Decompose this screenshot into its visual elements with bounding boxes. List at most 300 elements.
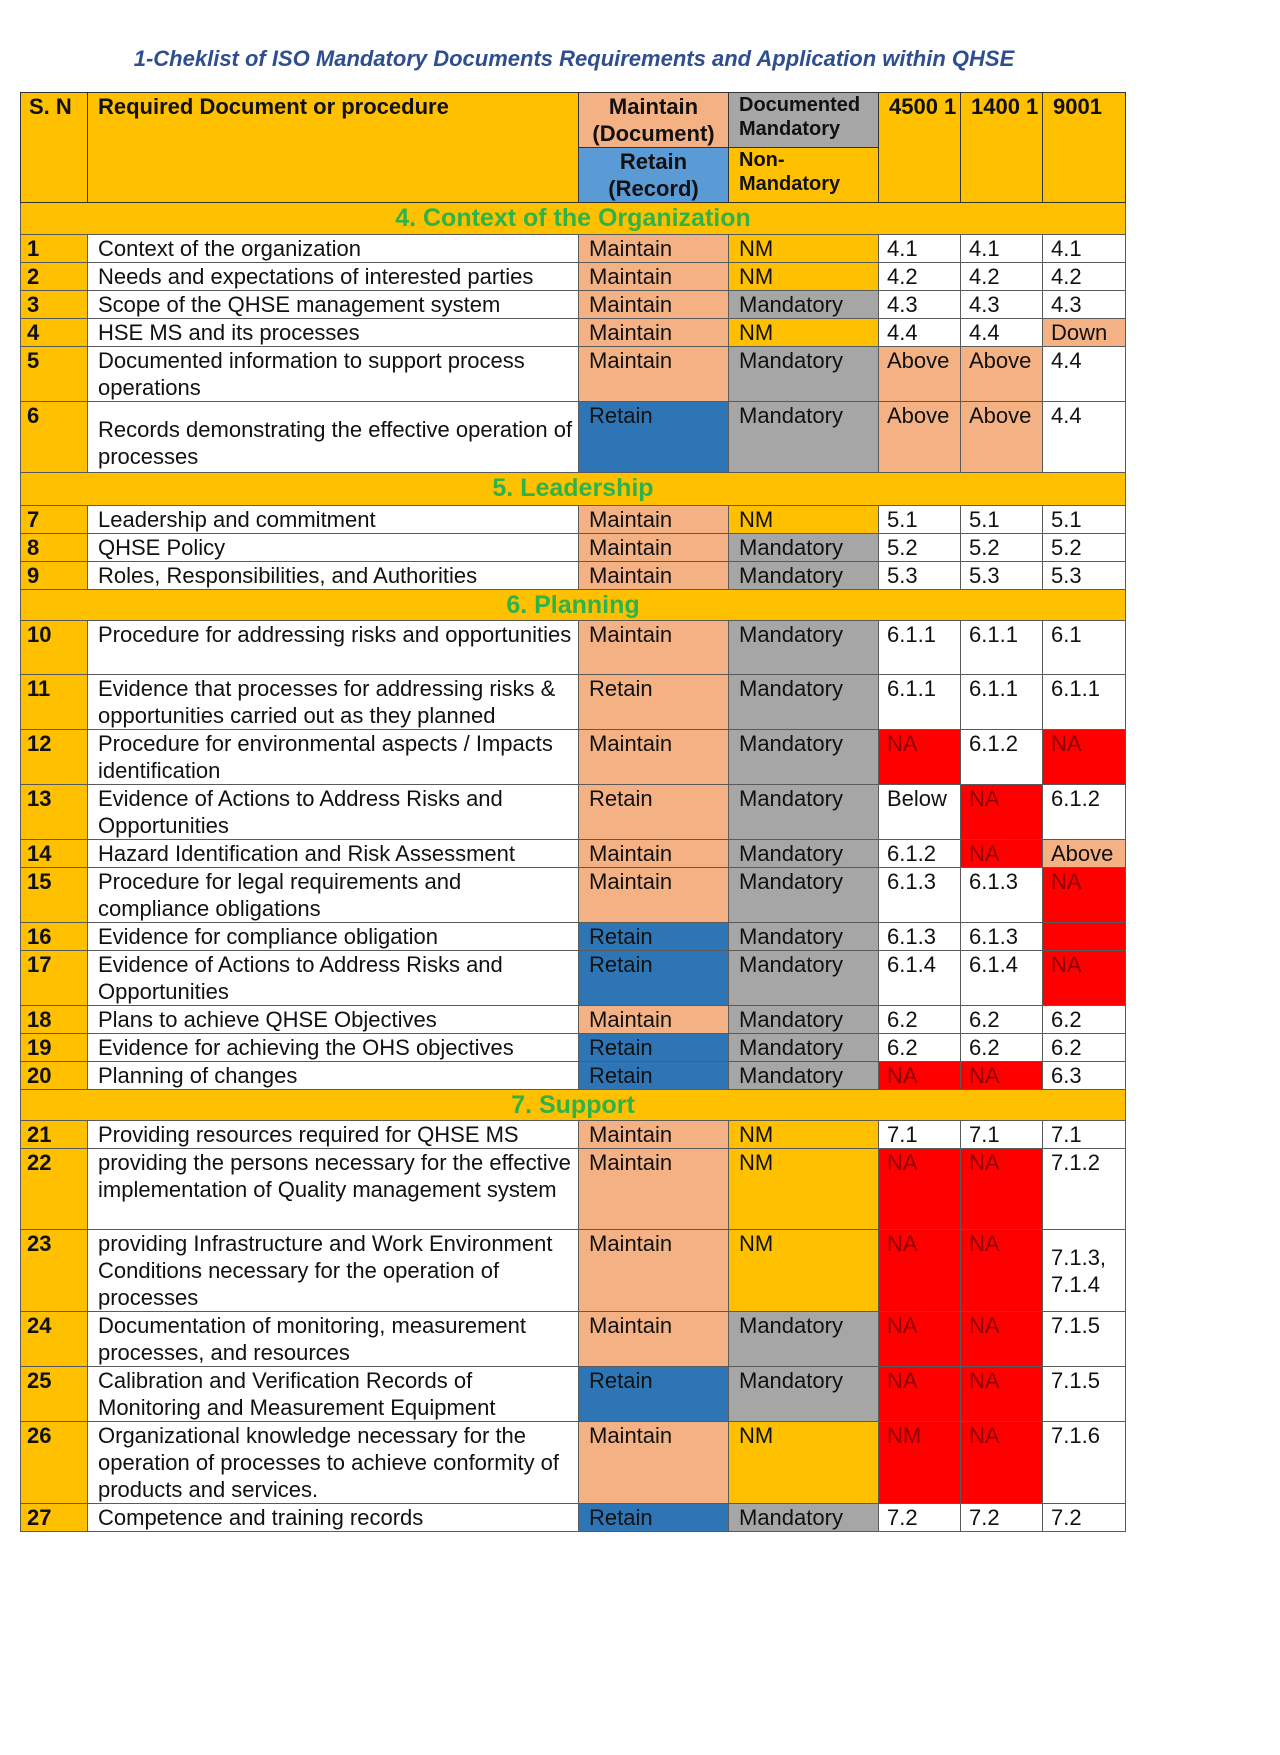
maintain-retain-cell: [579, 1422, 729, 1504]
serial-number-cell-text: 19: [27, 1035, 52, 1060]
iso-14001-clause-cell: [961, 347, 1043, 402]
iso-9001-clause-cell-text: Above: [1051, 841, 1114, 866]
serial-number-cell-text: 8: [27, 535, 40, 560]
document-description-cell-text: Documentation of monitoring, measurement processes, and resources: [98, 1313, 526, 1365]
maintain-retain-cell-text: Maintain: [589, 507, 673, 532]
iso-9001-clause-cell-text: 7.1.5: [1051, 1368, 1100, 1393]
mandatory-status-cell: [729, 675, 879, 730]
iso-14001-clause-cell: [961, 263, 1043, 291]
mandatory-status-cell: [729, 402, 879, 473]
mandatory-status-cell-text: NM: [739, 1423, 774, 1448]
iso-9001-clause-cell-text: 7.1.3, 7.1.4: [1051, 1245, 1107, 1297]
document-description-cell-text: Documented information to support process operations: [98, 348, 525, 400]
maintain-retain-cell-text: Maintain: [589, 731, 673, 756]
serial-number-cell-text: 15: [27, 869, 52, 894]
serial-number-cell-text: 6: [27, 403, 40, 428]
maintain-retain-cell-text: Retain: [589, 1035, 653, 1060]
serial-number-cell: [21, 840, 88, 868]
iso-45001-clause-cell: [879, 1006, 961, 1034]
mandatory-status-cell: [729, 1504, 879, 1532]
table-row: [21, 534, 1126, 562]
mandatory-status-cell-text: NM: [739, 1231, 774, 1256]
document-description-cell-text: Planning of changes: [98, 1063, 298, 1088]
iso-14001-clause-cell-text: NA: [969, 1423, 1000, 1448]
iso-9001-clause-cell: [1043, 730, 1126, 785]
serial-number-cell-text: 3: [27, 292, 40, 317]
maintain-retain-cell: [579, 951, 729, 1006]
iso-14001-clause-cell-text: NA: [969, 1231, 1000, 1256]
serial-number-cell-text: 16: [27, 924, 52, 949]
iso-14001-clause-cell: [961, 1034, 1043, 1062]
document-description-cell: [88, 1367, 579, 1422]
iso-9001-clause-cell-text: 4.3: [1051, 292, 1082, 317]
serial-number-cell: [21, 1034, 88, 1062]
serial-number-cell: [21, 675, 88, 730]
serial-number-cell-text: 21: [27, 1122, 52, 1147]
iso-9001-clause-cell: [1043, 1504, 1126, 1532]
document-description-cell: [88, 562, 579, 590]
mandatory-status-cell-text: Mandatory: [739, 841, 843, 866]
serial-number-cell: [21, 1504, 88, 1532]
iso-9001-clause-cell: [1043, 1034, 1126, 1062]
document-description-cell: [88, 730, 579, 785]
document-description-cell-text: Evidence for compliance obligation: [98, 924, 438, 949]
mandatory-status-cell: [729, 1121, 879, 1149]
table-row: [21, 730, 1126, 785]
header-required-document: Required Document or procedure: [88, 93, 579, 203]
iso-45001-clause-cell-text: 4.2: [887, 264, 918, 289]
document-description-cell-text: providing Infrastructure and Work Environment Conditions necessary for the operation of processes: [98, 1231, 553, 1310]
iso-9001-clause-cell: [1043, 562, 1126, 590]
serial-number-cell: [21, 951, 88, 1006]
serial-number-cell-text: 14: [27, 841, 52, 866]
maintain-retain-cell-text: Maintain: [589, 841, 673, 866]
iso-14001-clause-cell-text: 6.1.3: [969, 869, 1018, 894]
serial-number-cell: [21, 291, 88, 319]
iso-9001-clause-cell-text: 6.3: [1051, 1063, 1082, 1088]
iso-45001-clause-cell: [879, 235, 961, 263]
iso-9001-clause-cell: [1043, 951, 1126, 1006]
mandatory-status-cell: [729, 291, 879, 319]
iso-14001-clause-cell-text: 6.1.2: [969, 731, 1018, 756]
document-description-cell: [88, 534, 579, 562]
mandatory-status-cell-text: Mandatory: [739, 1368, 843, 1393]
document-description-cell: [88, 319, 579, 347]
iso-9001-clause-cell: [1043, 1149, 1126, 1230]
serial-number-cell: [21, 1312, 88, 1367]
maintain-retain-cell-text: Maintain: [589, 1122, 673, 1147]
iso-9001-clause-cell-text: NA: [1051, 731, 1082, 756]
document-description-cell-text: Evidence of Actions to Address Risks and Opportunities: [98, 952, 503, 1004]
mandatory-status-cell-text: Mandatory: [739, 924, 843, 949]
document-description-cell: [88, 347, 579, 402]
iso-14001-clause-cell-text: 6.1.1: [969, 622, 1018, 647]
iso-45001-clause-cell-text: NA: [887, 1368, 918, 1393]
header-iso-45001: 4500 1: [879, 93, 961, 203]
maintain-retain-cell: [579, 263, 729, 291]
iso-45001-clause-cell: [879, 923, 961, 951]
iso-9001-clause-cell: [1043, 263, 1126, 291]
iso-9001-clause-cell-text: 7.1.6: [1051, 1423, 1100, 1448]
iso-14001-clause-cell: [961, 785, 1043, 840]
iso-14001-clause-cell-text: 5.1: [969, 507, 1000, 532]
iso-45001-clause-cell: [879, 319, 961, 347]
mandatory-status-cell: [729, 1062, 879, 1090]
document-description-cell-text: Leadership and commitment: [98, 507, 376, 532]
checklist-table: [20, 92, 1126, 1532]
serial-number-cell-text: 12: [27, 731, 52, 756]
mandatory-status-cell: [729, 951, 879, 1006]
serial-number-cell: [21, 1006, 88, 1034]
serial-number-cell: [21, 868, 88, 923]
serial-number-cell: [21, 1062, 88, 1090]
iso-9001-clause-cell-text: 6.1.1: [1051, 676, 1100, 701]
iso-14001-clause-cell: [961, 235, 1043, 263]
maintain-retain-cell: [579, 730, 729, 785]
maintain-retain-cell-text: Maintain: [589, 869, 673, 894]
document-description-cell: [88, 923, 579, 951]
iso-14001-clause-cell: [961, 1121, 1043, 1149]
iso-9001-clause-cell-text: 7.2: [1051, 1505, 1082, 1530]
table-row: [21, 923, 1126, 951]
serial-number-cell-text: 2: [27, 264, 40, 289]
iso-45001-clause-cell-text: 6.1.1: [887, 676, 936, 701]
header-documented-mandatory: Documented Mandatory: [729, 93, 879, 148]
mandatory-status-cell: [729, 840, 879, 868]
serial-number-cell: [21, 506, 88, 534]
iso-45001-clause-cell: [879, 1367, 961, 1422]
document-description-cell: [88, 840, 579, 868]
serial-number-cell-text: 11: [27, 676, 51, 701]
iso-9001-clause-cell: [1043, 1367, 1126, 1422]
section-title: 7. Support: [21, 1090, 1126, 1121]
serial-number-cell: [21, 263, 88, 291]
iso-45001-clause-cell-text: NA: [887, 731, 918, 756]
iso-45001-clause-cell-text: 5.3: [887, 563, 918, 588]
document-description-cell-text: Providing resources required for QHSE MS: [98, 1122, 519, 1147]
iso-14001-clause-cell-text: 4.2: [969, 264, 1000, 289]
iso-45001-clause-cell: [879, 562, 961, 590]
iso-14001-clause-cell: [961, 1422, 1043, 1504]
iso-9001-clause-cell-text: 5.1: [1051, 507, 1082, 532]
document-description-cell-text: Procedure for addressing risks and opportunities: [98, 622, 572, 647]
iso-45001-clause-cell: [879, 1062, 961, 1090]
document-description-cell: [88, 506, 579, 534]
maintain-retain-cell: [579, 1367, 729, 1422]
mandatory-status-cell: [729, 868, 879, 923]
document-description-cell-text: Roles, Responsibilities, and Authorities: [98, 563, 478, 588]
mandatory-status-cell: [729, 785, 879, 840]
document-description-cell-text: Evidence for achieving the OHS objectives: [98, 1035, 514, 1060]
mandatory-status-cell-text: Mandatory: [739, 1035, 843, 1060]
maintain-retain-cell: [579, 675, 729, 730]
table-row: [21, 840, 1126, 868]
iso-14001-clause-cell: [961, 1504, 1043, 1532]
mandatory-status-cell-text: Mandatory: [739, 348, 843, 373]
iso-45001-clause-cell-text: Above: [887, 348, 950, 373]
iso-45001-clause-cell: [879, 1504, 961, 1532]
iso-45001-clause-cell: [879, 1149, 961, 1230]
maintain-retain-cell-text: Maintain: [589, 1150, 673, 1175]
mandatory-status-cell-text: NM: [739, 507, 774, 532]
document-description-cell-text: Competence and training records: [98, 1505, 424, 1530]
maintain-retain-cell-text: Maintain: [589, 1423, 673, 1448]
section-title: 5. Leadership: [21, 473, 1126, 506]
iso-14001-clause-cell-text: 6.1.3: [969, 924, 1018, 949]
document-description-cell: [88, 1504, 579, 1532]
iso-45001-clause-cell: [879, 263, 961, 291]
table-row: [21, 1422, 1126, 1504]
iso-9001-clause-cell: [1043, 1062, 1126, 1090]
document-description-cell-text: Calibration and Verification Records of Monitoring and Measurement Equipment: [98, 1368, 496, 1420]
table-row: [21, 621, 1126, 675]
document-description-cell: [88, 263, 579, 291]
iso-45001-clause-cell-text: 6.1.4: [887, 952, 936, 977]
maintain-retain-cell: [579, 1062, 729, 1090]
maintain-retain-cell: [579, 1230, 729, 1312]
iso-14001-clause-cell: [961, 923, 1043, 951]
iso-14001-clause-cell-text: NA: [969, 1368, 1000, 1393]
iso-45001-clause-cell: [879, 534, 961, 562]
maintain-retain-cell-text: Retain: [589, 1505, 653, 1530]
mandatory-status-cell-text: Mandatory: [739, 731, 843, 756]
iso-9001-clause-cell-text: NA: [1051, 869, 1082, 894]
document-description-cell: [88, 291, 579, 319]
document-description-cell: [88, 1230, 579, 1312]
iso-45001-clause-cell: [879, 1034, 961, 1062]
mandatory-status-cell-text: Mandatory: [739, 292, 843, 317]
header-iso-14001: 1400 1: [961, 93, 1043, 203]
document-description-cell-text: Procedure for legal requirements and compliance obligations: [98, 869, 462, 921]
iso-14001-clause-cell-text: NA: [969, 1063, 1000, 1088]
iso-14001-clause-cell-text: 6.1.4: [969, 952, 1018, 977]
iso-45001-clause-cell: [879, 785, 961, 840]
table-row: [21, 1367, 1126, 1422]
iso-9001-clause-cell-text: 5.3: [1051, 563, 1082, 588]
iso-9001-clause-cell: [1043, 1006, 1126, 1034]
serial-number-cell-text: 25: [27, 1368, 52, 1393]
maintain-retain-cell-text: Retain: [589, 952, 653, 977]
iso-14001-clause-cell: [961, 1062, 1043, 1090]
iso-45001-clause-cell-text: NA: [887, 1063, 918, 1088]
document-description-cell: [88, 1121, 579, 1149]
mandatory-status-cell-text: Mandatory: [739, 786, 843, 811]
mandatory-status-cell: [729, 923, 879, 951]
mandatory-status-cell-text: NM: [739, 236, 774, 261]
serial-number-cell-text: 5: [27, 348, 40, 373]
iso-45001-clause-cell-text: 7.1: [887, 1122, 918, 1147]
mandatory-status-cell-text: Mandatory: [739, 1505, 843, 1530]
maintain-retain-cell: [579, 235, 729, 263]
iso-9001-clause-cell-text: 7.1: [1051, 1122, 1082, 1147]
serial-number-cell: [21, 562, 88, 590]
iso-14001-clause-cell-text: Above: [969, 403, 1032, 428]
page-title: 1-Cheklist of ISO Mandatory Documents Requirements and Application within QHSE: [133, 46, 1015, 71]
mandatory-status-cell: [729, 1230, 879, 1312]
iso-9001-clause-cell: [1043, 621, 1126, 675]
maintain-retain-cell: [579, 562, 729, 590]
iso-9001-clause-cell-text: Down: [1051, 320, 1108, 345]
iso-9001-clause-cell: [1043, 1121, 1126, 1149]
mandatory-status-cell: [729, 562, 879, 590]
header-maintain: Maintain (Document): [579, 93, 729, 148]
maintain-retain-cell: [579, 923, 729, 951]
maintain-retain-cell-text: Retain: [589, 676, 653, 701]
mandatory-status-cell: [729, 1034, 879, 1062]
iso-14001-clause-cell-text: NA: [969, 1150, 1000, 1175]
serial-number-cell-text: 17: [27, 952, 52, 977]
maintain-retain-cell: [579, 868, 729, 923]
serial-number-cell-text: 7: [27, 507, 40, 532]
iso-45001-clause-cell-text: NM: [887, 1423, 922, 1448]
maintain-retain-cell-text: Retain: [589, 403, 653, 428]
maintain-retain-cell: [579, 1149, 729, 1230]
iso-14001-clause-cell-text: NA: [969, 841, 1000, 866]
document-description-cell: [88, 1006, 579, 1034]
iso-45001-clause-cell-text: NA: [887, 1313, 918, 1338]
iso-45001-clause-cell-text: Below: [887, 786, 947, 811]
mandatory-status-cell: [729, 1006, 879, 1034]
serial-number-cell: [21, 1230, 88, 1312]
maintain-retain-cell: [579, 402, 729, 473]
iso-14001-clause-cell: [961, 562, 1043, 590]
iso-14001-clause-cell: [961, 291, 1043, 319]
maintain-retain-cell-text: Retain: [589, 924, 653, 949]
iso-14001-clause-cell: [961, 1230, 1043, 1312]
mandatory-status-cell: [729, 235, 879, 263]
maintain-retain-cell: [579, 291, 729, 319]
document-description-cell: [88, 785, 579, 840]
iso-14001-clause-cell: [961, 1367, 1043, 1422]
mandatory-status-cell: [729, 1367, 879, 1422]
serial-number-cell-text: 13: [27, 786, 52, 811]
document-description-cell: [88, 1422, 579, 1504]
iso-45001-clause-cell: [879, 291, 961, 319]
iso-45001-clause-cell-text: 6.1.2: [887, 841, 936, 866]
maintain-retain-cell: [579, 621, 729, 675]
iso-9001-clause-cell: [1043, 1422, 1126, 1504]
iso-45001-clause-cell-text: 6.1.3: [887, 924, 936, 949]
table-row: [21, 1006, 1126, 1034]
mandatory-status-cell-text: Mandatory: [739, 1063, 843, 1088]
iso-14001-clause-cell-text: 4.3: [969, 292, 1000, 317]
iso-45001-clause-cell-text: 4.1: [887, 236, 918, 261]
mandatory-status-cell-text: NM: [739, 320, 774, 345]
maintain-retain-cell-text: Retain: [589, 786, 653, 811]
iso-14001-clause-cell: [961, 1149, 1043, 1230]
iso-9001-clause-cell: [1043, 1312, 1126, 1367]
document-description-cell-text: Organizational knowledge necessary for the operation of processes to achieve conformity of products and services.: [98, 1423, 560, 1502]
document-description-cell-text: Hazard Identification and Risk Assessment: [98, 841, 515, 866]
table-row: [21, 347, 1126, 402]
document-description-cell: [88, 1312, 579, 1367]
maintain-retain-cell-text: Maintain: [589, 1313, 673, 1338]
mandatory-status-cell: [729, 621, 879, 675]
iso-9001-clause-cell-text: 4.2: [1051, 264, 1082, 289]
iso-9001-clause-cell: [1043, 1230, 1126, 1312]
maintain-retain-cell-text: Maintain: [589, 535, 673, 560]
table-row: [21, 1149, 1126, 1230]
mandatory-status-cell: [729, 1422, 879, 1504]
iso-9001-clause-cell-text: 5.2: [1051, 535, 1082, 560]
iso-9001-clause-cell-text: 4.4: [1051, 348, 1082, 373]
iso-14001-clause-cell: [961, 402, 1043, 473]
iso-45001-clause-cell-text: 7.2: [887, 1505, 918, 1530]
iso-45001-clause-cell: [879, 621, 961, 675]
iso-14001-clause-cell: [961, 675, 1043, 730]
document-description-cell: [88, 621, 579, 675]
iso-9001-clause-cell: [1043, 319, 1126, 347]
iso-14001-clause-cell-text: 5.2: [969, 535, 1000, 560]
document-description-cell-text: Evidence of Actions to Address Risks and Opportunities: [98, 786, 503, 838]
serial-number-cell-text: 26: [27, 1423, 52, 1448]
table-row: [21, 1034, 1126, 1062]
table-row: [21, 675, 1126, 730]
serial-number-cell-text: 18: [27, 1007, 52, 1032]
mandatory-status-cell-text: Mandatory: [739, 1007, 843, 1032]
table-row: [21, 562, 1126, 590]
iso-45001-clause-cell: [879, 868, 961, 923]
table-row: [21, 235, 1126, 263]
maintain-retain-cell-text: Maintain: [589, 622, 673, 647]
maintain-retain-cell-text: Retain: [589, 1063, 653, 1088]
iso-9001-clause-cell: [1043, 785, 1126, 840]
iso-14001-clause-cell-text: 6.2: [969, 1007, 1000, 1032]
maintain-retain-cell-text: Maintain: [589, 236, 673, 261]
iso-14001-clause-cell: [961, 730, 1043, 785]
mandatory-status-cell: [729, 347, 879, 402]
iso-9001-clause-cell: [1043, 675, 1126, 730]
section-title: 4. Context of the Organization: [21, 203, 1126, 235]
mandatory-status-cell-text: NM: [739, 1122, 774, 1147]
iso-9001-clause-cell-text: 6.1: [1051, 622, 1082, 647]
table-row: [21, 1062, 1126, 1090]
mandatory-status-cell-text: Mandatory: [739, 563, 843, 588]
maintain-retain-cell-text: Maintain: [589, 320, 673, 345]
serial-number-cell: [21, 347, 88, 402]
mandatory-status-cell-text: NM: [739, 1150, 774, 1175]
header-sn: S. N: [21, 93, 88, 203]
section-title: 6. Planning: [21, 590, 1126, 621]
maintain-retain-cell: [579, 785, 729, 840]
iso-9001-clause-cell: [1043, 840, 1126, 868]
maintain-retain-cell: [579, 347, 729, 402]
section-header-row: [21, 203, 1126, 235]
maintain-retain-cell: [579, 1006, 729, 1034]
table-row: [21, 1312, 1126, 1367]
iso-45001-clause-cell: [879, 730, 961, 785]
serial-number-cell: [21, 923, 88, 951]
serial-number-cell-text: 4: [27, 320, 40, 345]
serial-number-cell: [21, 1121, 88, 1149]
document-description-cell-text: providing the persons necessary for the effective implementation of Quality management system: [98, 1150, 571, 1202]
document-description-cell-text: Needs and expectations of interested parties: [98, 264, 534, 289]
iso-9001-clause-cell-text: 6.2: [1051, 1035, 1082, 1060]
table-row: [21, 263, 1126, 291]
maintain-retain-cell-text: Maintain: [589, 264, 673, 289]
iso-45001-clause-cell-text: Above: [887, 403, 950, 428]
iso-9001-clause-cell-text: 4.4: [1051, 403, 1082, 428]
mandatory-status-cell-text: Mandatory: [739, 622, 843, 647]
maintain-retain-cell: [579, 1504, 729, 1532]
iso-14001-clause-cell: [961, 319, 1043, 347]
iso-14001-clause-cell-text: 7.2: [969, 1505, 1000, 1530]
maintain-retain-cell: [579, 506, 729, 534]
iso-14001-clause-cell-text: 6.1.1: [969, 676, 1018, 701]
iso-45001-clause-cell-text: 6.2: [887, 1035, 918, 1060]
iso-9001-clause-cell: [1043, 506, 1126, 534]
document-description-cell-text: Procedure for environmental aspects / Impacts identification: [98, 731, 553, 783]
